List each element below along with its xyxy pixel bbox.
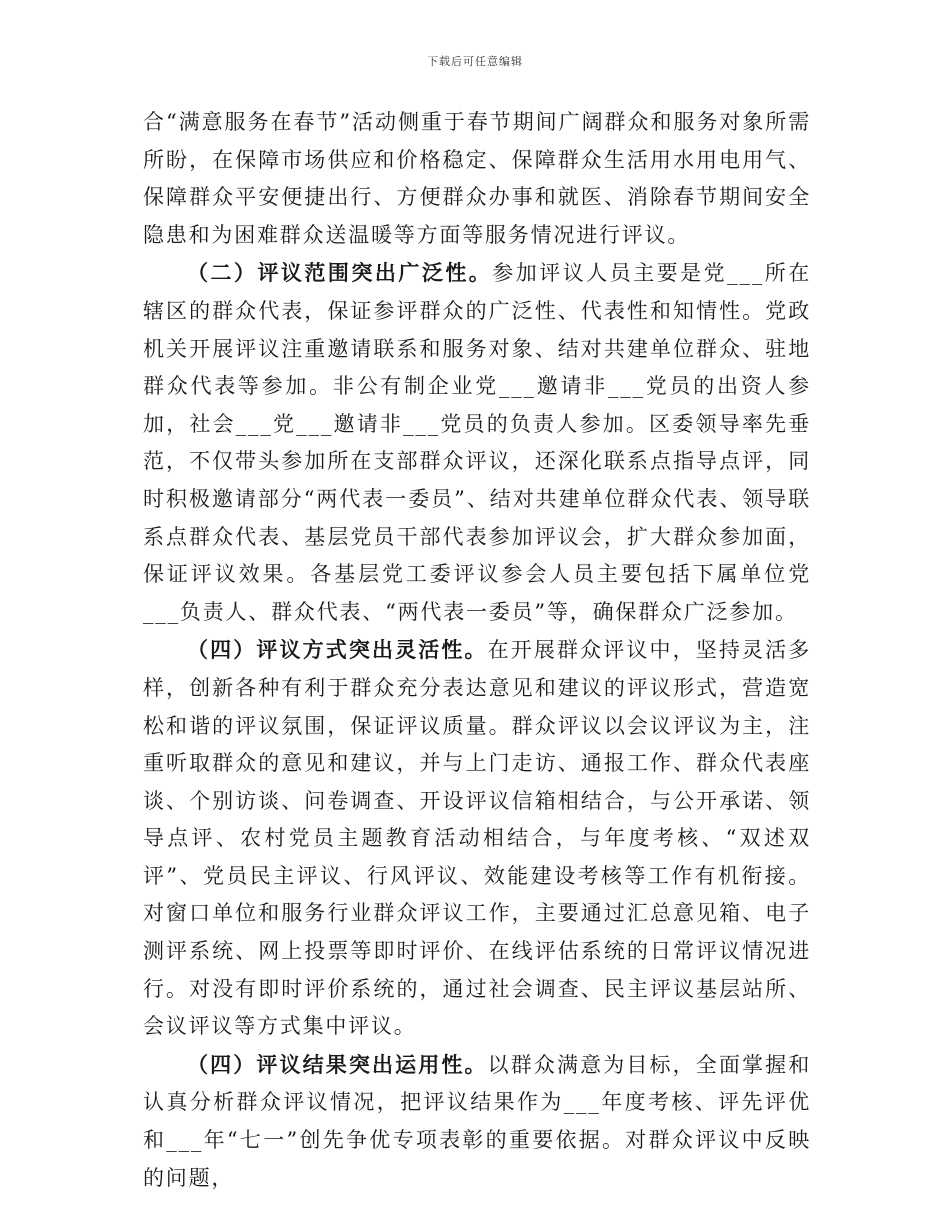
section-heading: （二）评议范围突出广泛性。 <box>187 260 493 286</box>
paragraph-review-results <box>143 1046 811 1197</box>
section-heading: （四）评议结果突出运用性。 <box>187 1051 488 1077</box>
document-body <box>143 104 811 1197</box>
page-header: 下载后可任意编辑 <box>427 55 523 68</box>
paragraph-text: 以群众满意为目标，全面掌握和认真分析群众评议情况，把评议结果作为___年度考核、评先评优和___年“七一”创先争优专项表彰的重要依据。对群众评议中反映的问题， <box>143 1052 812 1190</box>
paragraph-review-flexibility <box>143 631 811 1046</box>
paragraph-text: 合“满意服务在春节”活动侧重于春节期间广阔群众和服务对象所需所盼，在保障市场供应和价格稳定、保障群众生活用水用电用气、保障群众平安便捷出行、方便群众办事和就医、消除春节期间安全隐患和为困难群众送温暖等方面等服务情况进行评议。 <box>143 110 811 247</box>
paragraph-text: 参加评议人员主要是党___所在辖区的群众代表，保证参评群众的广泛性、代表性和知情性。党政机关开展评议注重邀请联系和服务对象、结对共建单位群众、驻地群众代表等参加。非公有制企业党___邀请非___党员的出资人参加，社会___党___邀请非___党员的负责人参加。区委领导率先垂范，不仅带头参加所在支部群众评议，还深化联系点指导点评，同时积极邀请部分“两代表一委员”、结对共建单位群众代表、领导联系点群众代表、基层党员干部代表参加评议会，扩大群众参加面，保证评议效果。各基层党工委评议参会人员主要包括下属单位党___负责人、群众代表、“两代表一委员”等，确保群众广泛参加。 <box>143 261 812 624</box>
paragraph-service-scope <box>143 104 811 254</box>
paragraph-review-breadth <box>143 254 811 631</box>
section-heading: （四）评议方式突出灵活性。 <box>187 637 488 663</box>
paragraph-text: 在开展群众评议中，坚持灵活多样，创新各种有利于群众充分表达意见和建议的评议形式，营造宽松和谐的评议氛围，保证评议质量。群众评议以会议评议为主，注重听取群众的意见和建议，并与上门走访、通报工作、群众代表座谈、个别访谈、问卷调查、开设评议信箱相结合，与公开承诺、领导点评、农村党员主题教育活动相结合，与年度考核、“双述双评”、党员民主评议、行风评议、效能建设考核等工作有机衔接。对窗口单位和服务行业群众评议工作，主要通过汇总意见箱、电子测评系统、网上投票等即时评价、在线评估系统的日常评议情况进行。对没有即时评价系统的，通过社会调查、民主评议基层站所、会议评议等方式集中评议。 <box>143 638 812 1039</box>
